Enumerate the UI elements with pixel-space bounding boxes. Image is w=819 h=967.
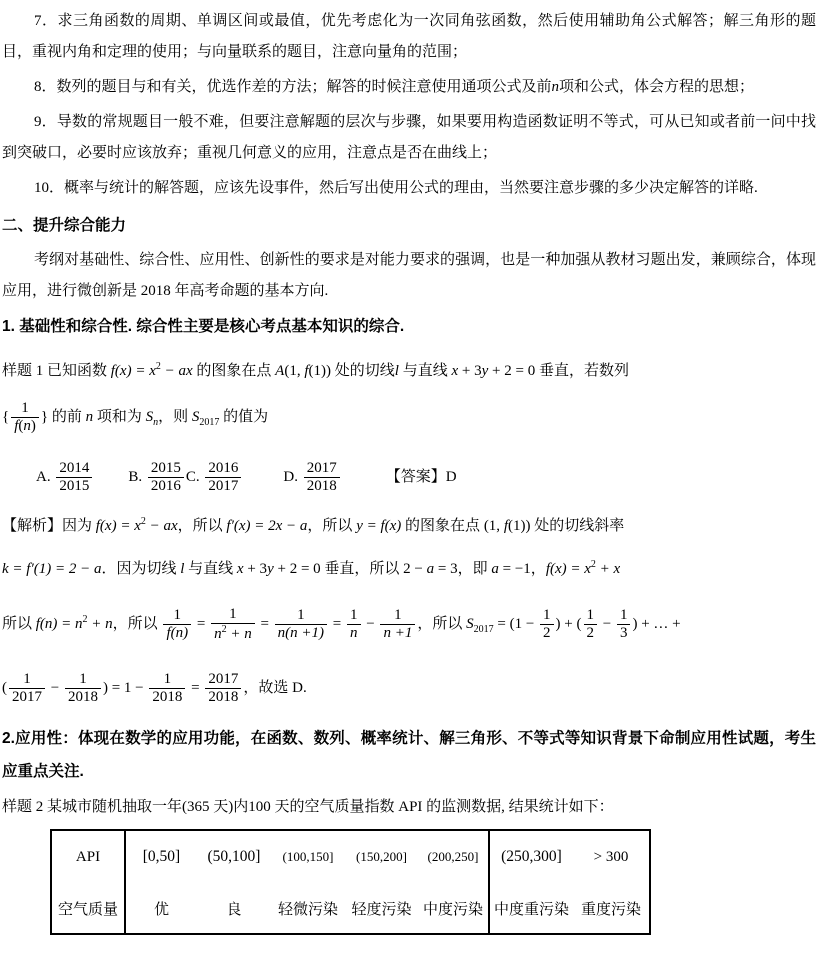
basics-heading: 1. 基础性和综合性. 综合性主要是核心考点基本知识的综合. <box>2 318 405 335</box>
fraction <box>211 606 255 644</box>
fraction <box>205 671 241 707</box>
fraction <box>275 607 327 643</box>
text-run: 与直线 <box>184 561 237 577</box>
text-run: ，即 <box>457 561 492 577</box>
table-cell: 空气质量 <box>52 883 126 933</box>
math-run: l <box>394 363 399 379</box>
math-run: = 3 <box>434 561 458 577</box>
math-run: − <box>47 680 63 696</box>
analysis-line2 <box>2 546 816 588</box>
math-run: + x <box>595 561 621 577</box>
math-run: − <box>599 616 615 632</box>
sample1-problem-line2 <box>2 392 816 448</box>
table-cell: [0,50] <box>142 848 181 865</box>
math-run: 1 <box>543 606 551 623</box>
math-run: a <box>491 561 499 577</box>
text-run: D. <box>283 469 302 485</box>
table-cell: (150,200] <box>356 849 407 864</box>
math-run: y <box>267 561 274 577</box>
math-run: n <box>23 418 31 435</box>
math-run: y = f(x) <box>356 518 402 534</box>
math-run: n +1 <box>383 625 413 642</box>
fraction <box>56 460 92 496</box>
math-run: { <box>2 409 10 425</box>
math-run: = (1 − <box>493 616 539 632</box>
math-run: n <box>350 625 358 642</box>
text-run: ，则 <box>158 409 192 425</box>
fraction <box>163 607 191 643</box>
table-cell: (200,250] <box>418 831 490 883</box>
math-run: 3 <box>619 625 628 642</box>
sample1-problem-line1 <box>2 348 816 390</box>
math-run: 2018 <box>306 478 337 495</box>
math-run: k = f′(1) = 2 − a <box>2 561 102 577</box>
math-run: − ax <box>145 518 178 534</box>
math-run: S <box>191 409 200 425</box>
fraction <box>347 607 361 643</box>
text-run: 的图象在点 <box>401 518 484 534</box>
fraction <box>540 607 554 643</box>
section2-heading: 二、提升综合能力 <box>2 217 127 234</box>
math-run: (1, <box>284 363 305 379</box>
tip-7: 7．求三角函数的周期、单调区间或最值，优先考虑化为一次同角弦函数，然后使用辅助角公式解答；解三角形的题目，重视内角和定理的使用；与向量联系的题目，注意向量角的范围； <box>2 13 816 60</box>
analysis-line1 <box>2 506 816 542</box>
table-cell: 中度污染 <box>418 883 490 933</box>
math-run: ( <box>18 418 24 435</box>
math-run: 2015 <box>59 478 90 495</box>
text-run: 样题 1 已知函数 <box>2 363 111 379</box>
math-run: 1 <box>297 606 305 623</box>
math-run: 2 <box>586 625 594 642</box>
math-run: (1, <box>483 518 504 534</box>
math-run: 2 − <box>403 561 427 577</box>
text-run: ，所以 <box>177 518 227 534</box>
fraction <box>9 671 45 707</box>
math-run: 2016 <box>150 478 181 495</box>
subscript: 2017 <box>473 624 494 635</box>
math-run: ) = 1 − <box>102 680 148 696</box>
math-run: f <box>14 418 19 435</box>
math-run: 2017 <box>208 478 239 495</box>
math-run: − ax <box>160 363 193 379</box>
math-run: ) + ( <box>555 616 582 632</box>
text-run: 垂直，若数列 <box>535 363 629 379</box>
math-run: l <box>180 561 185 577</box>
text-run: ，故选 D. <box>243 680 307 696</box>
table-cell: 中度重污染 <box>493 901 569 918</box>
text-run: ，所以 <box>112 616 162 632</box>
math-run: 2015 <box>150 459 181 476</box>
math-run: 2018 <box>208 689 239 706</box>
text-run: 处的切线斜率 <box>530 518 625 534</box>
table-cell: 轻微污染 <box>277 901 338 918</box>
text-run: 与直线 <box>398 363 452 379</box>
math-run: = <box>256 616 273 632</box>
text-run: 的前 <box>48 409 86 425</box>
air-quality-table <box>50 829 651 935</box>
math-run: f′(x) = 2x − a <box>226 518 308 534</box>
table-cell: > 300 <box>593 848 629 865</box>
math-run: f(n) = n <box>35 616 83 632</box>
math-run: } <box>40 409 49 425</box>
math-run: 1 <box>350 606 358 623</box>
text-run: B. <box>128 469 146 485</box>
fraction <box>380 607 415 643</box>
math-run: 1 <box>394 606 402 623</box>
math-run: n(n +1) <box>277 625 325 642</box>
fraction <box>304 460 340 496</box>
math-run: 2017 <box>306 459 337 476</box>
math-run: = <box>187 680 204 696</box>
math-run: = −1 <box>498 561 531 577</box>
math-run: 1 <box>21 399 29 416</box>
math-run: 1 <box>229 605 237 622</box>
fraction <box>205 460 241 496</box>
math-run: (1)) <box>507 518 531 534</box>
math-run: 2018 <box>152 689 183 706</box>
superscript: 2 <box>221 624 227 636</box>
math-run: 2016 <box>208 459 239 476</box>
math-run: x <box>236 561 244 577</box>
superscript: 2 <box>155 361 161 372</box>
math-run: n <box>551 79 560 95</box>
math-run: 1 <box>173 606 182 623</box>
math-run: 1 <box>163 670 172 687</box>
math-run: ) + … + <box>632 616 681 632</box>
math-run: − <box>362 616 379 632</box>
fraction <box>584 607 598 643</box>
math-run: A <box>275 363 285 379</box>
text-run: ．因为切线 <box>101 561 181 577</box>
sample2-intro: 样题 2 某城市随机抽取一年(365 天)内100 天的空气质量指数 API 的监测数据, 结果统计如下： <box>2 799 614 815</box>
table-cell: (100,150] <box>282 849 334 864</box>
fraction <box>11 400 39 436</box>
math-run: + n <box>226 626 252 643</box>
math-run: 2 <box>543 625 551 642</box>
table-cell: 优 <box>153 901 169 918</box>
math-run: S <box>466 616 474 632</box>
math-run: + 3 <box>243 561 268 577</box>
math-run: + 2 = 0 <box>488 363 536 379</box>
sample1-options <box>2 452 816 502</box>
tip-9: 9．导数的常规题目一般不难，但要注意解题的层次与步骤，如果要用构造函数证明不等式，可从已知或者前一问中找到突破口，必要时应该放弃；重视几何意义的应用，注意点是否在曲线上； <box>2 114 816 161</box>
application-heading: 2.应用性：体现在数学的应用功能，在函数、数列、概率统计、解三角形、不等式等知识背景下命制应用性试题，考生应重点关注. <box>2 730 816 780</box>
math-run: 2014 <box>59 459 90 476</box>
math-run: x <box>451 363 459 379</box>
superscript: 2 <box>82 614 88 625</box>
math-run: ) <box>30 418 36 435</box>
analysis-line4 <box>2 662 816 714</box>
math-run: f(x) = x <box>95 518 141 534</box>
math-run: 1 <box>619 606 628 623</box>
text-run: ， <box>530 561 546 577</box>
fraction <box>148 460 184 496</box>
text-run: 8．数列的题目与和有关，优选作差的方法；解答的时候注意使用通项公式及前 <box>34 79 552 95</box>
text-run: 所以 <box>2 616 36 632</box>
math-run: = <box>329 616 346 632</box>
math-run: 1 <box>586 606 594 623</box>
math-run: 2017 <box>208 670 239 687</box>
text-run: ，所以 <box>307 518 357 534</box>
math-run: + 2 = 0 <box>273 561 321 577</box>
math-run: y <box>481 363 489 379</box>
text-run: 项和公式，体会方程的思想； <box>559 79 755 95</box>
math-run: n <box>214 626 222 643</box>
tip-10: 10．概率与统计的解答题，应该先设事件，然后写出使用公式的理由，当然要注意步骤的多少决定解答的详略. <box>34 180 758 196</box>
table-cell: (50,100] <box>207 848 261 865</box>
text-run: 【答案】D <box>385 469 457 485</box>
math-run: 1 <box>23 670 31 687</box>
tip-8 <box>2 72 816 103</box>
table-cell: 重度污染 <box>580 901 641 918</box>
math-run: f(x) = x <box>545 561 591 577</box>
table-cell: (250,300] <box>501 848 562 865</box>
math-run: a <box>426 561 435 577</box>
math-run: f <box>503 518 508 534</box>
subscript: n <box>153 417 159 428</box>
analysis-line3 <box>2 594 816 656</box>
text-run: 的值为 <box>219 409 269 425</box>
fraction <box>617 607 631 643</box>
math-run: 1 <box>79 670 87 687</box>
math-run: + n <box>87 616 113 632</box>
table-cell: 良 <box>226 901 242 918</box>
math-run: S <box>145 409 154 425</box>
table-cell: 轻度污染 <box>351 901 412 918</box>
fraction <box>149 671 185 707</box>
math-run: ( <box>2 680 7 696</box>
superscript: 2 <box>590 559 596 570</box>
text-run: 的图象在点 <box>192 363 276 379</box>
math-run: 2017 <box>12 689 42 706</box>
fraction <box>65 671 101 707</box>
math-run: = <box>193 616 210 632</box>
section2-intro: 考纲对基础性、综合性、应用性、创新性的要求是对能力要求的强调，也是一种加强从教材习题出发，兼顾综合，体现应用，进行微创新是 2018 年高考命题的基本方向. <box>2 252 816 299</box>
subscript: 2017 <box>199 417 220 428</box>
text-run: 垂直，所以 <box>320 561 404 577</box>
math-run: + 3 <box>458 363 482 379</box>
text-run: A. <box>36 469 55 485</box>
math-run: f <box>304 363 309 379</box>
text-run: 【解析】因为 <box>2 518 96 534</box>
text-run: 处的切线 <box>331 363 395 379</box>
text-run: 项和为 <box>93 409 146 425</box>
math-run: f(x) = x <box>110 363 156 379</box>
superscript: 2 <box>140 516 146 527</box>
table-cell: API <box>52 831 126 883</box>
math-run: 2018 <box>67 689 98 706</box>
math-run: (1)) <box>308 363 332 379</box>
math-run: n <box>85 409 94 425</box>
text-run: ，所以 <box>417 616 467 632</box>
math-run: f(n) <box>166 625 189 642</box>
text-run: C. <box>185 469 204 485</box>
